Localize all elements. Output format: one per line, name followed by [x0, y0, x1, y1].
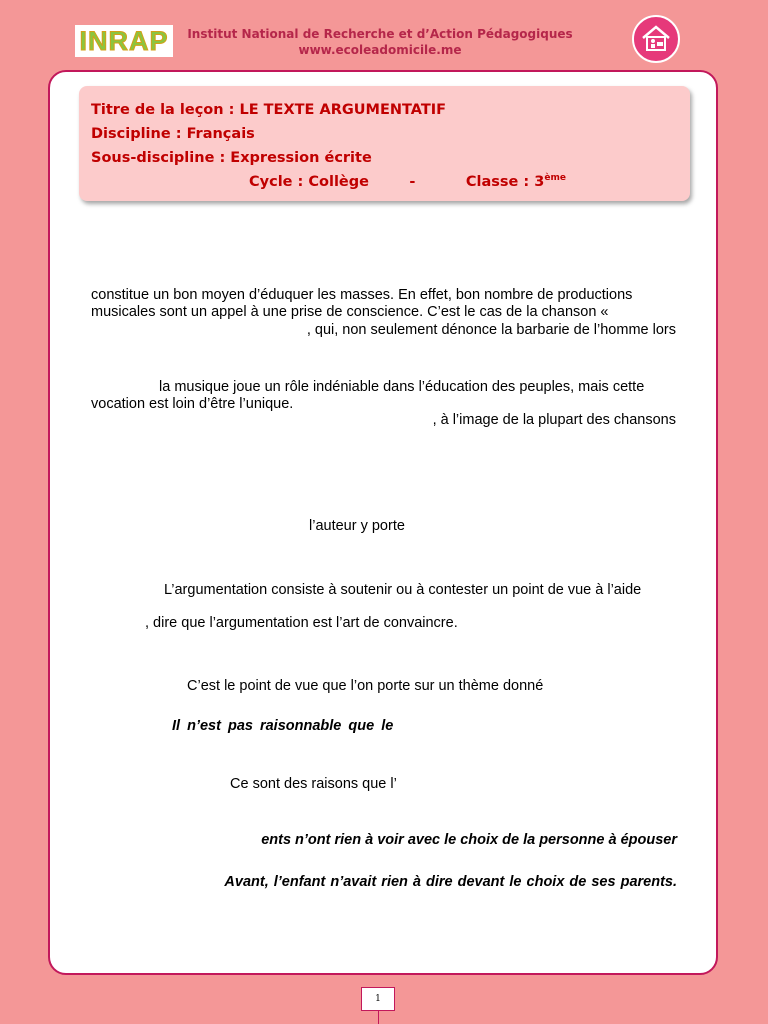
example-3: Avant, l’enfant n’avait rien à dire devant le choix de ses parents.	[224, 874, 677, 890]
paragraph-2-line-3: , à l’image de la plupart des chansons	[432, 412, 676, 428]
lesson-title: Titre de la leçon : LE TEXTE ARGUMENTATIF	[91, 102, 447, 118]
classe: Classe : 3	[465, 174, 545, 190]
paragraph-1-line-2: musicales sont un appel à une prise de conscience. C’est le cas de la chanson «	[91, 304, 609, 320]
paragraph-5: , dire que l’argumentation est l’art de convaincre.	[145, 615, 458, 631]
paragraph-1-line-3: , qui, non seulement dénonce la barbarie de l’homme lors	[306, 322, 676, 338]
classe-superscript: ème	[544, 173, 566, 183]
paragraph-4: L’argumentation consiste à soutenir ou à contester un point de vue à l’aide	[164, 582, 642, 598]
paragraph-3: l’auteur y porte	[309, 518, 405, 534]
house-student-icon	[632, 15, 680, 63]
inrap-logo-text: INRAP	[79, 25, 169, 56]
page-number-connector	[378, 1011, 379, 1024]
cycle-classe-line	[91, 170, 678, 194]
paragraph-8: Ce sont des raisons que l’	[230, 776, 397, 792]
paragraph-1-line-1: constitue un bon moyen d’éduquer les masses. En effet, bon nombre de productions	[91, 287, 633, 303]
paragraph-2-line-1: la musique joue un rôle indéniable dans l’éducation des peuples, mais cette	[159, 379, 645, 395]
subdiscipline: Sous-discipline : Expression écrite	[91, 150, 372, 166]
separator: -	[409, 174, 416, 190]
example-2: ents n’ont rien à voir avec le choix de la personne à épouser	[261, 832, 677, 848]
page-number: 1	[361, 987, 395, 1011]
paragraph-2-line-2: vocation est loin d’être l’unique.	[91, 396, 294, 412]
website-link[interactable]: www.ecoleadomicile.me	[298, 43, 462, 57]
institute-name: Institut National de Recherche et d’Action Pédagogiques	[187, 27, 573, 41]
discipline: Discipline : Français	[91, 126, 255, 142]
inrap-logo	[75, 25, 173, 57]
house-logo-svg	[639, 22, 673, 56]
lesson-title-box	[79, 86, 690, 201]
header-institute	[180, 26, 580, 58]
example-1: Il n’est pas raisonnable que le	[172, 718, 394, 734]
cycle: Cycle : Collège	[249, 174, 369, 190]
paragraph-6: C’est le point de vue que l’on porte sur un thème donné	[187, 678, 544, 694]
